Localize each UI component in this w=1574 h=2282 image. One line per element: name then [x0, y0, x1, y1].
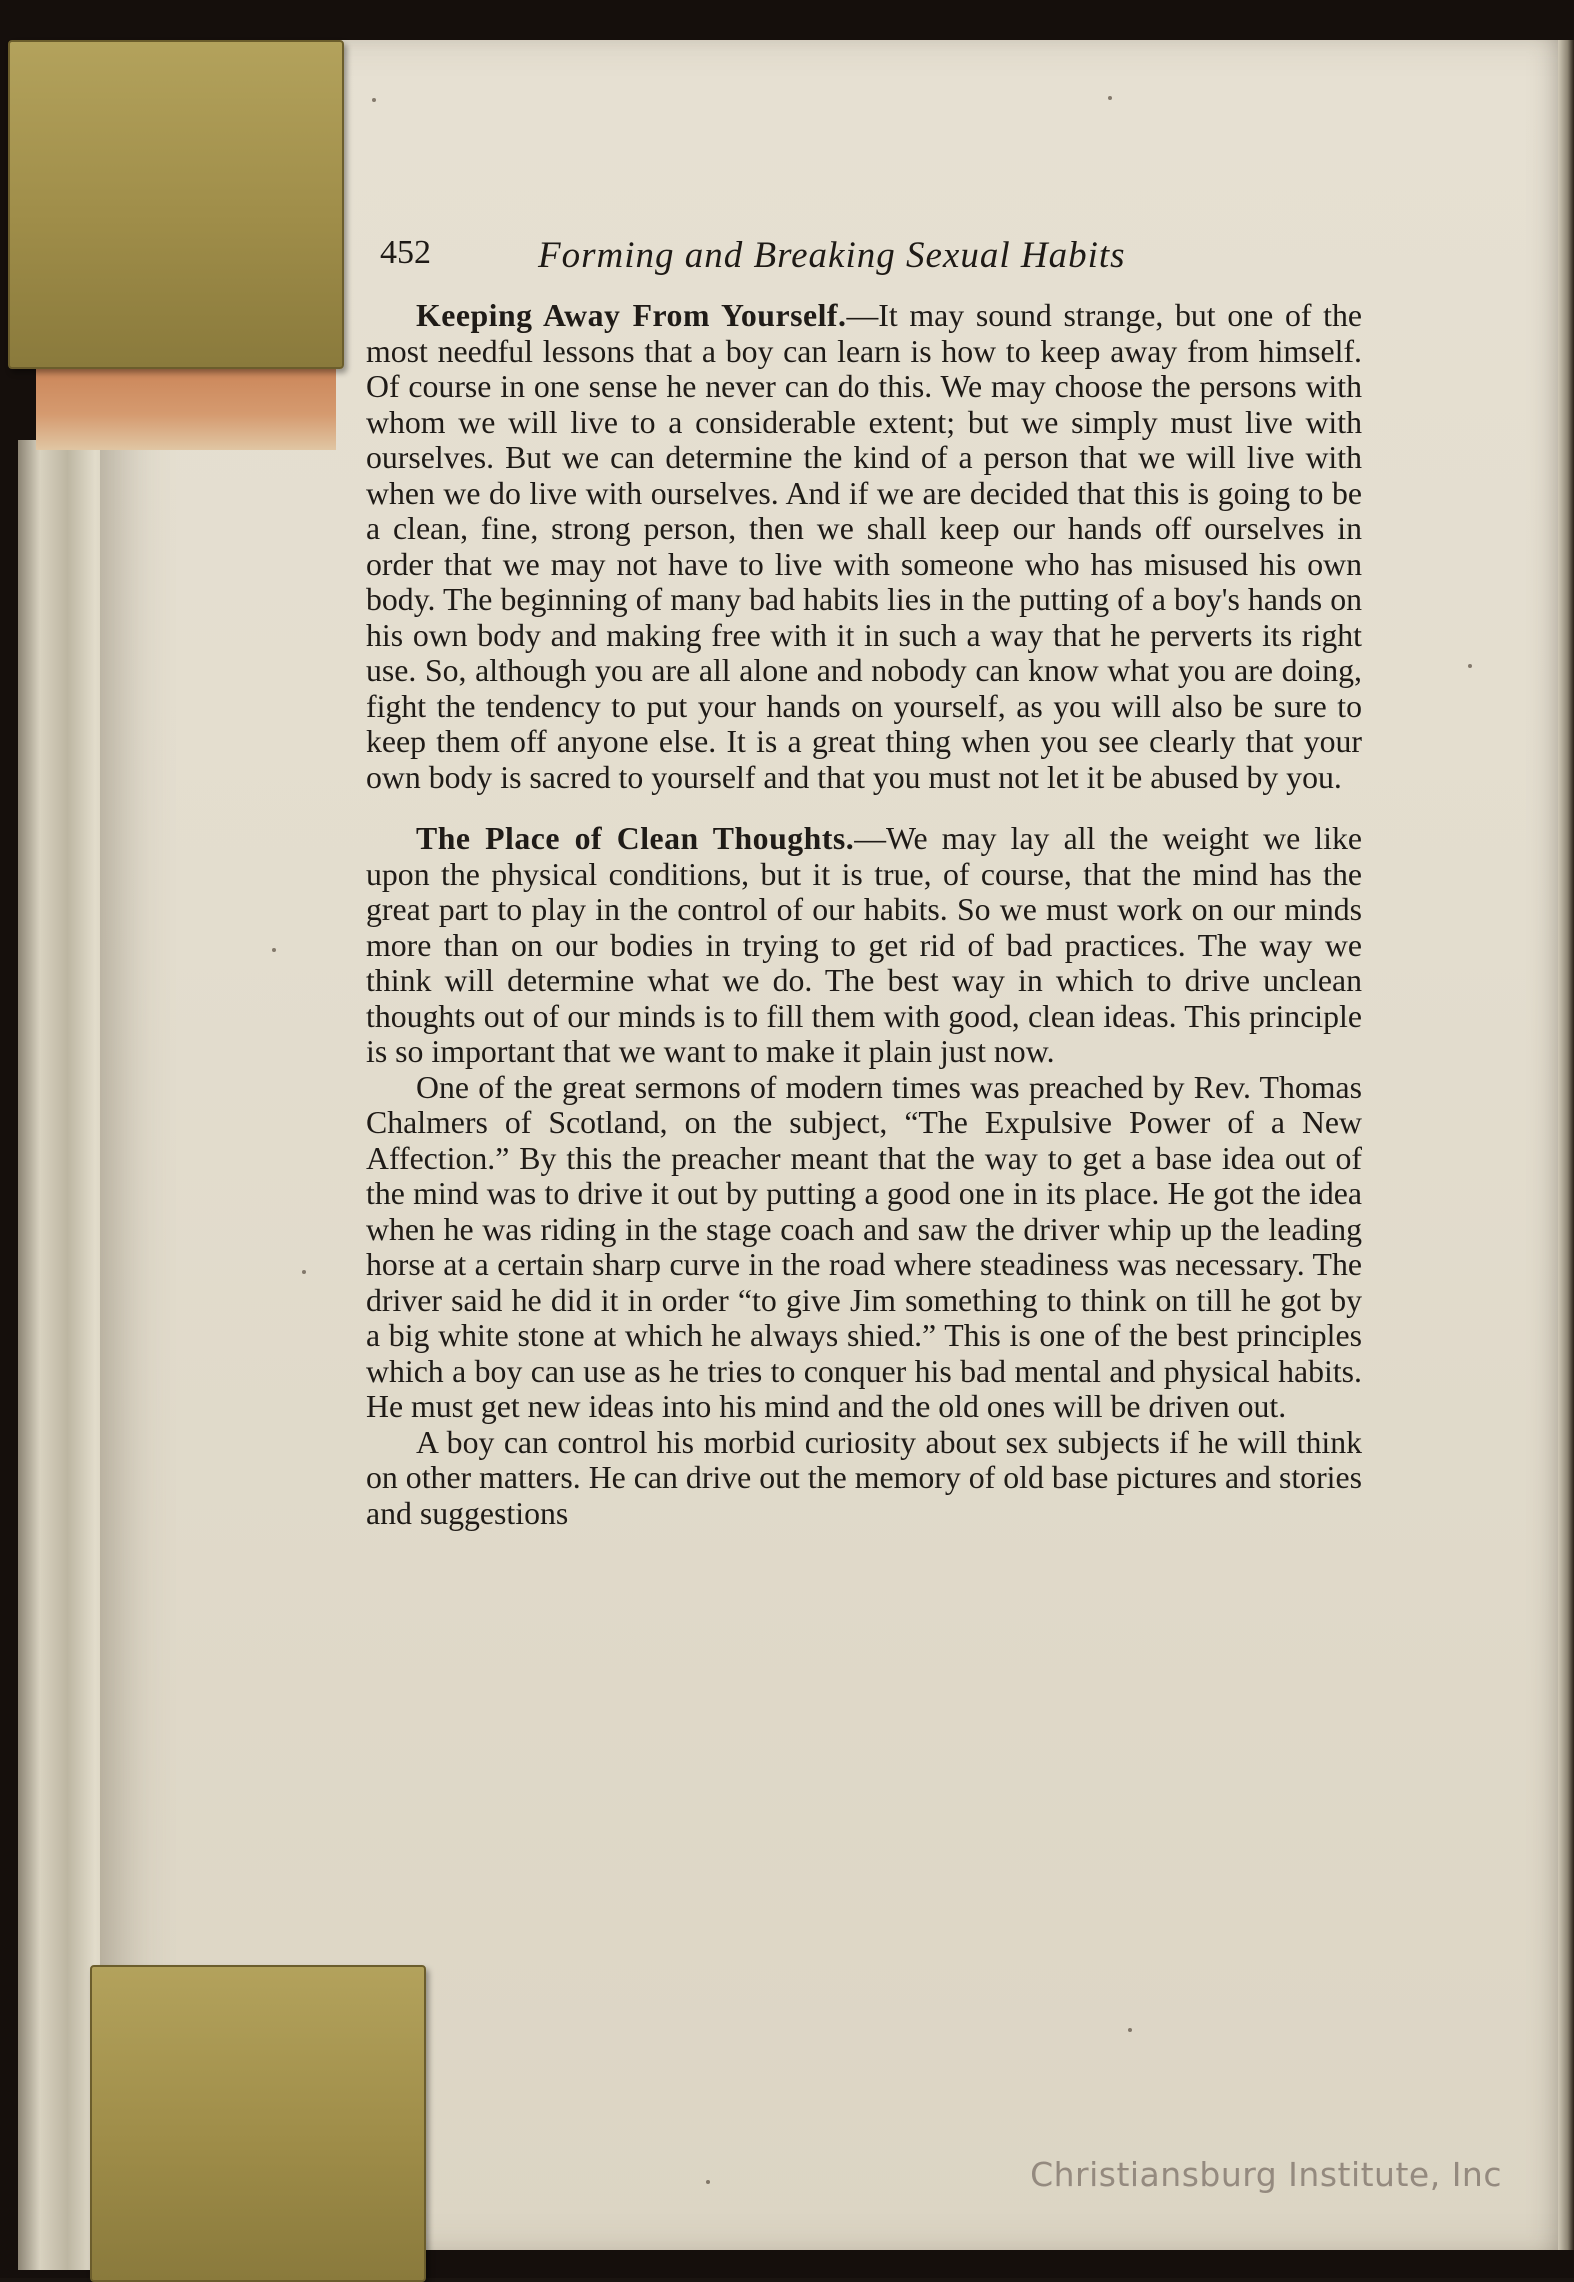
- index-tab-bottom: [90, 1965, 426, 2282]
- page-number: 452: [380, 234, 431, 271]
- tab-fold: [36, 360, 336, 450]
- section-heading: The Place of Clean Thoughts.: [416, 821, 855, 856]
- section-clean-thoughts: [366, 821, 1362, 1070]
- page-header: [380, 228, 1360, 288]
- section-keeping-away: [366, 298, 1362, 795]
- section-body: —We may lay all the weight we like upon the physical conditions, but it is true, of course, that the mind has the great part to play in the control of our habits. So we must work on our minds more than on our bodies in trying to get rid of bad practices. The way we think will determine what we do. The best way in which to drive unclean thoughts out of our minds is to fill them with good, clean ideas. This principle is so important that we want to make it plain just now.: [366, 821, 1362, 1069]
- watermark: Christiansburg Institute, Inc: [1030, 2155, 1502, 2194]
- paper-speck: [1128, 2028, 1132, 2032]
- paragraph-boy-control: A boy can control his morbid curiosity about sex subjects if he will think on other matters. He can drive out the memory of old base pictures and stories and suggestions: [366, 1424, 1362, 1531]
- paper-speck: [372, 98, 376, 102]
- index-tab-top: [8, 40, 344, 369]
- paper-speck: [302, 1270, 306, 1274]
- running-title: Forming and Breaking Sexual Habits: [538, 235, 1126, 276]
- body-text: [366, 298, 1362, 1531]
- binding-shadow: [1558, 40, 1574, 2250]
- section-heading: Keeping Away From Yourself.: [416, 298, 847, 333]
- paper-speck: [1468, 664, 1472, 668]
- paper-speck: [1108, 96, 1112, 100]
- paper-speck: [706, 2180, 710, 2184]
- paragraph-chalmers: One of the great sermons of modern times was preached by Rev. Thomas Chalmers of Scotland, on the subject, “The Expulsive Power of a New Affection.” By this the preacher meant that the way to get a base idea out of the mind was to drive it out by putting a good one in its place. He got the idea when he was riding in the stage coach and saw the driver whip up the leading horse at a certain sharp curve in the road where steadiness was necessary. The driver said he did it in order “to give Jim something to think on till he got by a big white stone at which he always shied.” This is one of the best principles which a boy can use as he tries to conquer his bad mental and physical habits. He must get new ideas into his mind and the old ones will be driven out.: [366, 1069, 1362, 1424]
- paper-speck: [272, 948, 276, 952]
- section-body: —It may sound strange, but one of the most needful lessons that a boy can learn is how to keep away from himself. Of course in one sense he never can do this. We may choose the persons with whom we will live to a considerable extent; but we simply must live with ourselves. But we can determine the kind of a person that we will live with when we do live with ourselves. And if we are decided that this is going to be a clean, fine, strong person, then we shall keep our hands off ourselves in order that we may not have to live with someone who has misused his own body. The beginning of many bad habits lies in the putting of a boy's hands on his own body and making free with it in such a way that he perverts its right use. So, although you are all alone and nobody can know what you are doing, fight the tendency to put your hands on yourself, as you will also be sure to keep them off anyone else. It is a great thing when you see clearly that your own body is sacred to yourself and that you must not let it be abused by you.: [366, 298, 1362, 795]
